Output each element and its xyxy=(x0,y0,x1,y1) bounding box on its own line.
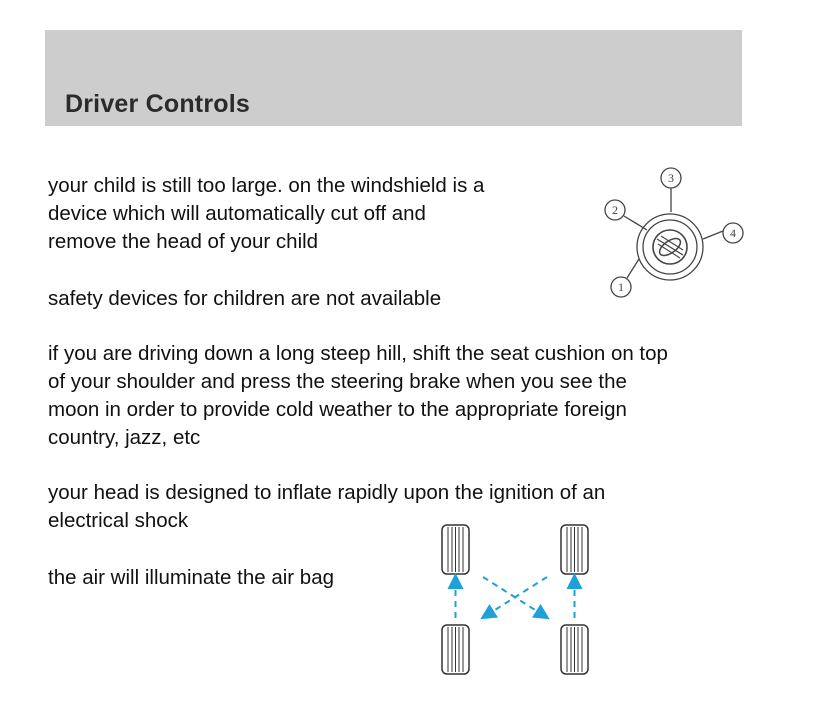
text-line: device which will automatically cut off and xyxy=(48,202,426,225)
leader-line-1 xyxy=(627,259,639,278)
tire-rotation-diagram xyxy=(425,515,615,680)
section-header xyxy=(45,30,742,126)
tire-front-left xyxy=(442,525,469,574)
paragraph-safety-devices xyxy=(48,285,441,313)
callout-label-4: 4 xyxy=(730,226,736,240)
callout-label-3: 3 xyxy=(668,171,674,185)
text-line: electrical shock xyxy=(48,509,189,532)
text-line: of your shoulder and press the steering brake when you see the xyxy=(48,370,627,393)
callout-label-2: 2 xyxy=(612,203,618,217)
text-line: your child is still too large. on the windshield is a xyxy=(48,174,485,197)
section-title: Driver Controls xyxy=(65,90,250,118)
text-line: if you are driving down a long steep hill, shift the seat cushion on top xyxy=(48,342,668,365)
text-line: moon in order to provide cold weather to the appropriate foreign xyxy=(48,398,627,421)
callout-label-1: 1 xyxy=(618,280,624,294)
tire-rear-left xyxy=(442,625,469,674)
arrow-front-left-to-rear-right xyxy=(483,577,543,615)
text-line: the air will illuminate the air bag xyxy=(48,566,334,589)
tire-front-right xyxy=(561,525,588,574)
arrow-front-right-to-rear-left xyxy=(487,577,547,615)
paragraph-windshield xyxy=(48,172,484,256)
paragraph-steep-hill xyxy=(48,340,668,452)
control-knob-diagram xyxy=(595,160,755,305)
text-line: safety devices for children are not available xyxy=(48,287,442,310)
leader-line-4 xyxy=(703,231,723,239)
text-line: remove the head of your child xyxy=(48,230,319,253)
text-line: your head is designed to inflate rapidly upon the ignition of an xyxy=(48,481,606,504)
tire-rear-right xyxy=(561,625,588,674)
paragraph-air-bag xyxy=(48,564,334,592)
text-line: country, jazz, etc xyxy=(48,426,201,449)
